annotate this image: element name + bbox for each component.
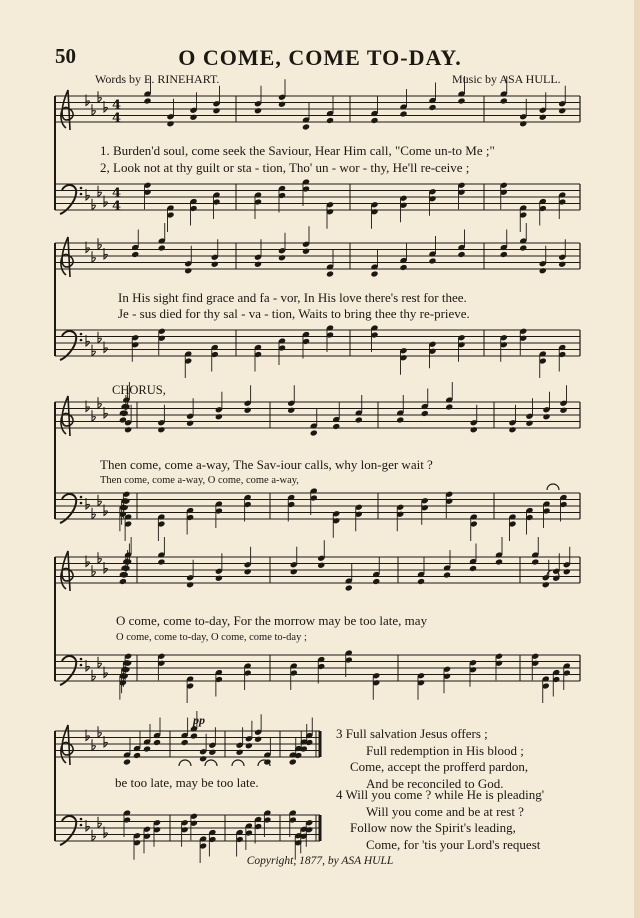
- flat-icon: [92, 104, 95, 115]
- note-head: [131, 251, 139, 258]
- flat-icon: [92, 670, 95, 681]
- note-head: [158, 244, 166, 251]
- note-head: [370, 117, 378, 124]
- note-head: [399, 264, 407, 271]
- note-head: [539, 114, 547, 121]
- note-head: [542, 413, 550, 420]
- note-head: [244, 407, 252, 414]
- chorus-label: CHORUS,: [112, 383, 166, 397]
- note-head: [469, 565, 477, 572]
- note-head: [181, 739, 189, 746]
- fermata-icon: [232, 760, 244, 766]
- chorus-lyric-line3: be too late, may be too late.: [115, 775, 259, 790]
- note-head: [189, 114, 197, 121]
- note-head: [428, 104, 436, 111]
- note-head: [123, 758, 131, 765]
- note-head: [302, 123, 310, 130]
- flat-icon: [92, 830, 95, 841]
- verse-line: Will you come and be at rest ?: [366, 803, 524, 819]
- clef-dot: [80, 339, 83, 342]
- note-head: [254, 261, 262, 268]
- verse-line: Full salvation Jesus offers ;: [345, 726, 488, 741]
- flat-icon: [92, 565, 95, 576]
- flat-icon: [92, 345, 95, 356]
- note-head: [119, 578, 127, 585]
- note-head: [559, 407, 567, 414]
- note-head: [199, 755, 207, 762]
- note-head: [355, 416, 363, 423]
- note-head: [190, 732, 198, 739]
- clef-dot: [80, 193, 83, 196]
- note-head: [310, 429, 318, 436]
- verse-4: [336, 787, 544, 853]
- note-head: [539, 267, 547, 274]
- page-number: 50: [55, 44, 76, 68]
- clef-dot: [80, 187, 83, 190]
- note-head: [457, 251, 465, 258]
- note-head: [278, 101, 286, 108]
- note-head: [215, 413, 223, 420]
- verse-number: 4: [336, 787, 343, 802]
- flat-icon: [98, 238, 101, 249]
- note-head: [133, 752, 141, 759]
- note-head: [186, 420, 194, 427]
- note-head: [278, 254, 286, 261]
- fermata-icon: [179, 760, 191, 766]
- flat-icon: [92, 251, 95, 262]
- clef-dot: [80, 333, 83, 336]
- flat-icon: [92, 739, 95, 750]
- note-head: [208, 749, 216, 756]
- note-head: [470, 426, 478, 433]
- note-head: [302, 248, 310, 255]
- flat-icon: [98, 332, 101, 343]
- note-head: [445, 403, 453, 410]
- note-head: [495, 558, 503, 565]
- note-head: [531, 558, 539, 565]
- note-head: [215, 575, 223, 582]
- flat-icon: [98, 552, 101, 563]
- verse-line: Come, accept the profferd pardon,: [350, 759, 529, 774]
- note-head: [345, 584, 353, 591]
- note-head: [287, 407, 295, 414]
- note-head: [508, 426, 516, 433]
- note-head: [143, 745, 151, 752]
- music-credit: Music by ASA HULL.: [452, 72, 561, 86]
- note-head: [317, 562, 325, 569]
- note-head: [428, 257, 436, 264]
- flat-icon: [98, 91, 101, 102]
- note-head: [254, 736, 262, 743]
- fermata-icon: [205, 760, 217, 766]
- flat-icon: [98, 495, 101, 506]
- flat-icon: [98, 657, 101, 668]
- note-head: [244, 568, 252, 575]
- lyric-verse1-line2: In His sight find grace and fa - vor, In His love there's rest for thee.: [118, 290, 467, 305]
- note-head: [370, 270, 378, 277]
- note-head: [143, 97, 151, 104]
- note-head: [124, 426, 132, 433]
- note-head: [525, 420, 533, 427]
- hymn-title: O COME, COME TO-DAY.: [178, 45, 462, 70]
- note-head: [417, 578, 425, 585]
- note-head: [519, 120, 527, 127]
- note-head: [186, 581, 194, 588]
- time-signature-top: 4: [112, 98, 122, 113]
- flat-icon: [98, 186, 101, 197]
- fermata-icon: [547, 484, 559, 490]
- note-head: [211, 261, 219, 268]
- clef-dot: [80, 824, 83, 827]
- clef-dot: [80, 502, 83, 505]
- note-head: [290, 568, 298, 575]
- note-head: [542, 581, 550, 588]
- lyric-verse2-line2: Je - sus died for thy sal - va - tion, Waits to bring thee thy re-prieve.: [118, 306, 470, 321]
- note-head: [558, 107, 566, 114]
- note-head: [399, 110, 407, 117]
- note-head: [254, 107, 262, 114]
- note-head: [245, 742, 253, 749]
- note-head: [212, 107, 220, 114]
- note-head: [326, 117, 334, 124]
- note-head: [500, 251, 508, 258]
- note-head: [289, 758, 297, 765]
- verse-line: Full redemption in His blood ;: [366, 742, 524, 758]
- note-head: [372, 578, 380, 585]
- clef-dot: [80, 496, 83, 499]
- note-head: [166, 120, 174, 127]
- note-head: [500, 97, 508, 104]
- note-head: [558, 261, 566, 268]
- note-head: [443, 571, 451, 578]
- note-head: [421, 410, 429, 417]
- time-signature-bottom: 4: [112, 111, 122, 126]
- chorus-lyric-line2: O come, come to-day, For the morrow may be too late, may: [116, 613, 428, 628]
- note-head: [519, 244, 527, 251]
- lyric-verse2-line1: 2, Look not at thy guilt or sta - tion, Tho' un - wor - thy, He'll re-ceive ;: [100, 160, 470, 175]
- flat-icon: [92, 508, 95, 519]
- verse-number: 3: [336, 726, 343, 741]
- note-head: [457, 97, 465, 104]
- verse-line: Come, for 'tis your Lord's request: [366, 836, 541, 852]
- note-head: [157, 426, 165, 433]
- note-head: [326, 270, 334, 277]
- flat-icon: [98, 817, 101, 828]
- note-head: [396, 416, 404, 423]
- clef-dot: [80, 818, 83, 821]
- time-signature-top: 4: [112, 186, 122, 201]
- chorus-bass-lyric-line2: O come, come to-day, O come, come to-day ;: [116, 632, 307, 643]
- chorus-lyric-line1: Then come, come a-way, The Sav-iour calls, why lon-ger wait ?: [100, 457, 433, 472]
- flat-icon: [98, 726, 101, 737]
- verse-3: [336, 726, 528, 792]
- verse-line: And be reconciled to God.: [366, 775, 504, 791]
- dynamic-marking: pp: [193, 713, 205, 727]
- time-signature-bottom: 4: [112, 199, 122, 214]
- flat-icon: [98, 397, 101, 408]
- note-head: [157, 558, 165, 565]
- verse-line: Will you come ? while He is pleading': [345, 787, 545, 802]
- lyric-verse1-line1: 1. Burden'd soul, come seek the Saviour, Hear Him call, "Come un-to Me ;": [100, 143, 495, 158]
- flat-icon: [92, 199, 95, 210]
- note-head: [184, 267, 192, 274]
- note-head: [153, 739, 161, 746]
- note-head: [563, 568, 571, 575]
- copyright: Copyright, 1877, by ASA HULL: [246, 855, 394, 867]
- flat-icon: [92, 410, 95, 421]
- note-head: [236, 749, 244, 756]
- chorus-bass-lyric-line1: Then come, come a-way, O come, come a-way,: [100, 475, 299, 486]
- note-head: [332, 423, 340, 430]
- verse-line: Follow now the Spirit's leading,: [350, 820, 516, 835]
- clef-dot: [80, 658, 83, 661]
- clef-dot: [80, 664, 83, 667]
- words-credit: Words by E. RINEHART.: [95, 72, 220, 86]
